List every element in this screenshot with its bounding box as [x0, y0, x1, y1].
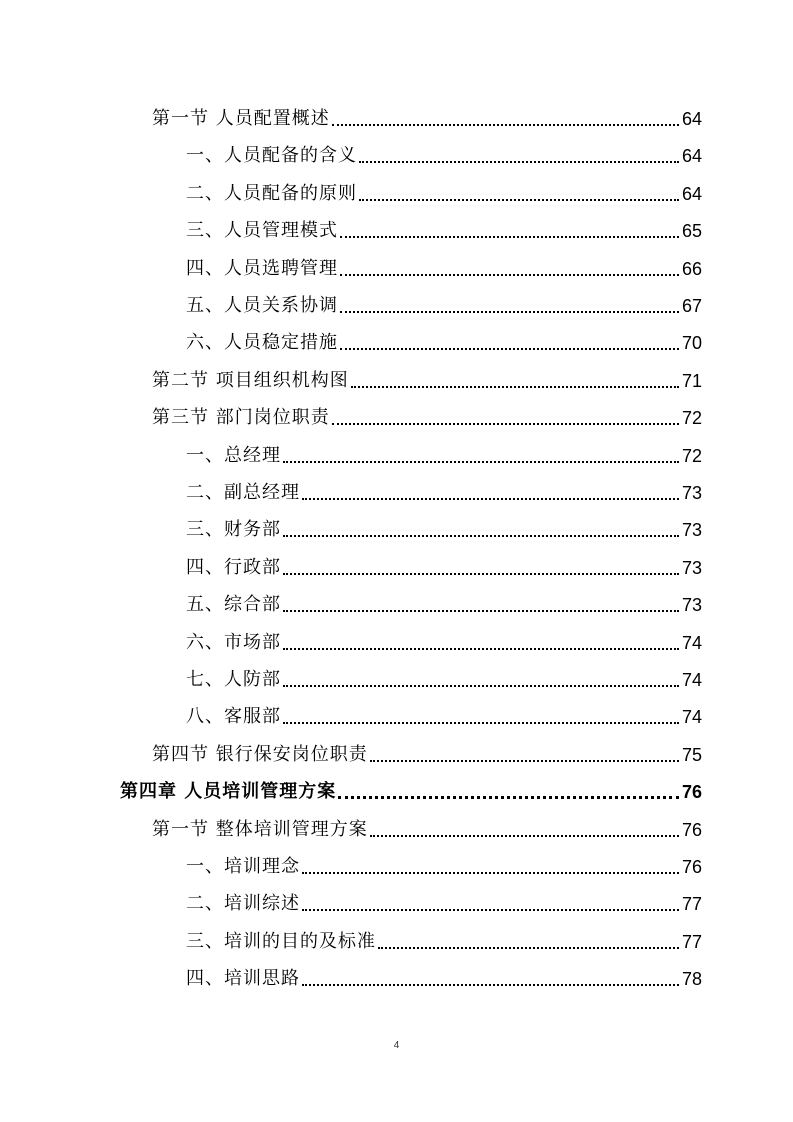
toc-entry-label: 三、培训的目的及标准 — [186, 930, 376, 952]
toc-entry[interactable] — [186, 251, 702, 281]
dot-leader — [338, 796, 679, 799]
toc-entry-label: 七、人防部 — [186, 669, 281, 690]
toc-entry-page: 64 — [681, 146, 702, 167]
toc-entry-page: 75 — [681, 744, 702, 765]
toc-entry[interactable] — [152, 101, 702, 131]
toc-entry-page: 66 — [681, 258, 702, 279]
toc-entry-label: 第二节 项目组织机构图 — [152, 369, 349, 391]
toc-entry-page: 77 — [681, 894, 702, 915]
toc-entry-label: 一、总经理 — [186, 444, 281, 466]
toc-entry-label: 二、副总经理 — [186, 482, 300, 503]
dot-leader — [283, 610, 679, 612]
toc-entry-page: 72 — [681, 408, 702, 429]
toc-entry-label: 二、培训综述 — [186, 893, 300, 915]
toc-entry-page: 73 — [681, 595, 702, 616]
toc-entry-label: 一、培训理念 — [186, 856, 300, 877]
dot-leader — [351, 386, 679, 388]
toc-entry[interactable] — [186, 662, 702, 692]
dot-leader — [340, 311, 679, 313]
toc-entry-page: 70 — [681, 333, 702, 354]
dot-leader — [283, 648, 679, 650]
dot-leader — [340, 274, 679, 276]
toc-entry[interactable] — [186, 625, 702, 655]
toc-entry-label: 六、市场部 — [186, 631, 281, 653]
toc-entry-label: 第四章 人员培训管理方案 — [120, 781, 337, 803]
toc-entry-label: 三、财务部 — [186, 519, 281, 541]
toc-entry-page: 76 — [681, 782, 702, 803]
toc-entry-page: 74 — [681, 707, 702, 728]
toc-entry[interactable] — [186, 924, 702, 954]
toc-entry-page: 72 — [681, 445, 702, 466]
toc-entry-page: 76 — [681, 857, 702, 877]
dot-leader — [332, 423, 679, 425]
toc-entry-page: 64 — [681, 109, 702, 129]
toc-entry[interactable] — [186, 475, 702, 505]
toc-entry-page: 73 — [681, 520, 702, 541]
dot-leader — [378, 947, 679, 949]
dot-leader — [283, 535, 679, 537]
toc-entry[interactable] — [152, 812, 702, 842]
dot-leader — [302, 984, 679, 986]
toc-entry-label: 第四节 银行保安岗位职责 — [152, 743, 368, 765]
toc-entry[interactable] — [186, 438, 702, 468]
toc-entry-label: 第三节 部门岗位职责 — [152, 407, 330, 429]
toc-entry-page: 73 — [681, 557, 702, 578]
toc-entry-label: 三、人员管理模式 — [186, 220, 338, 242]
toc-entry[interactable] — [186, 886, 702, 916]
dot-leader — [359, 199, 679, 201]
toc-entry-label: 六、人员稳定措施 — [186, 332, 338, 354]
toc-entry-page: 64 — [681, 183, 702, 204]
toc-entry-page: 74 — [681, 632, 702, 653]
toc-entry-label: 五、综合部 — [186, 594, 281, 616]
toc-entry-label: 八、客服部 — [186, 706, 281, 728]
dot-leader — [302, 498, 679, 500]
dot-leader — [302, 909, 679, 911]
dot-leader — [283, 722, 679, 724]
toc-entry[interactable] — [186, 961, 702, 991]
dot-leader — [340, 236, 679, 238]
toc-entry-label: 第一节 整体培训管理方案 — [152, 818, 368, 840]
toc-entry-page: 78 — [681, 969, 702, 990]
toc-entry-page: 76 — [681, 819, 702, 840]
toc-entry-label: 二、人员配备的原则 — [186, 182, 357, 204]
toc-entry[interactable] — [152, 737, 702, 767]
toc-entry-label: 四、人员选聘管理 — [186, 257, 338, 279]
toc-chapter-entry[interactable] — [120, 774, 702, 804]
dot-leader — [370, 760, 679, 762]
toc-entry-page: 65 — [681, 221, 702, 242]
page-number: 4 — [393, 1040, 400, 1051]
toc-entry[interactable] — [186, 512, 702, 542]
toc-entry[interactable] — [186, 288, 702, 318]
toc-entry-page: 71 — [681, 370, 702, 391]
dot-leader — [332, 124, 679, 126]
dot-leader — [370, 835, 679, 837]
toc-entry[interactable] — [186, 138, 702, 168]
toc-entry-label: 一、人员配备的含义 — [186, 145, 357, 167]
toc-entry[interactable] — [186, 849, 702, 879]
dot-leader — [283, 685, 679, 687]
toc-entry-page: 74 — [681, 670, 702, 690]
toc-entry-label: 四、培训思路 — [186, 968, 300, 990]
toc-entry[interactable] — [186, 699, 702, 729]
dot-leader — [283, 461, 679, 463]
toc-entry-page: 77 — [681, 931, 702, 952]
toc-entry[interactable] — [186, 587, 702, 617]
toc-entry[interactable] — [186, 325, 702, 355]
toc-entry-label: 第一节 人员配置概述 — [152, 108, 330, 129]
dot-leader — [340, 348, 679, 350]
toc-entry[interactable] — [152, 363, 702, 393]
toc-entry-label: 四、行政部 — [186, 556, 281, 578]
dot-leader — [359, 161, 679, 163]
toc-entry-page: 73 — [681, 483, 702, 503]
toc-entry[interactable] — [186, 176, 702, 206]
toc-entry[interactable] — [152, 400, 702, 430]
toc-entry[interactable] — [186, 213, 702, 243]
toc-entry-label: 五、人员关系协调 — [186, 295, 338, 316]
dot-leader — [283, 573, 679, 575]
dot-leader — [302, 872, 679, 874]
toc-entry[interactable] — [186, 550, 702, 580]
toc-entry-page: 67 — [681, 296, 702, 316]
